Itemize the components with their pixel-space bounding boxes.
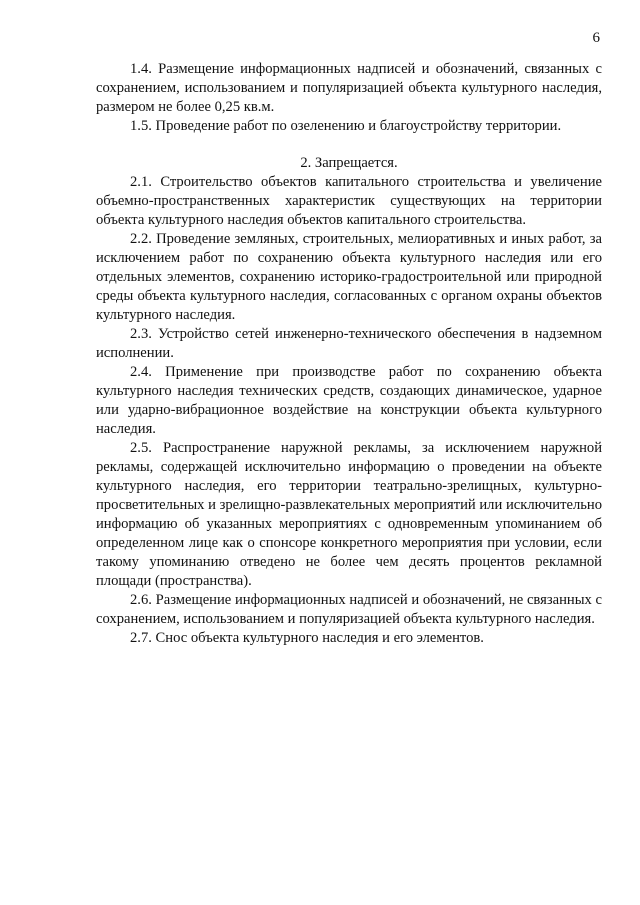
page-number: 6 [592,30,600,46]
paragraph-2-7: 2.7. Снос объекта культурного наследия и его элементов. [130,630,484,646]
paragraph-2-5: 2.5. Распространение наружной рекламы, за исключением наружной рекламы, содержащей исключительно информацию о проведении на объекте культурного наследия, его территории театрально-зрелищных, культурно-просветительных и зрелищно-развлекательных мероприятий или исключительно информацию об указанных мероприятиях с одновременным упоминанием об определенном лице как о спонсоре конкретного мероприятия при условии, если такому упоминанию отведено не более чем десять процентов рекламной площади (пространства). [96,440,602,589]
paragraph-2-4: 2.4. Применение при производстве работ по сохранению объекта культурного наследия технических средств, создающих динамическое, ударное или ударно-вибрационное воздействие на конструкции объекта культурного наследия. [96,364,602,437]
section-heading-2: 2. Запрещается. [300,155,398,171]
paragraph-2-1: 2.1. Строительство объектов капитального строительства и увеличение объемно-пространственных характеристик существующих на территории объекта культурного наследия объектов капитального строительства. [96,174,602,228]
paragraph-2-6: 2.6. Размещение информационных надписей и обозначений, не связанных с сохранением, использованием и популяризацией объекта культурного наследия. [96,592,602,627]
paragraph-1-4: 1.4. Размещение информационных надписей и обозначений, связанных с сохранением, использованием и популяризацией объекта культурного наследия, размером не более 0,25 кв.м. [96,61,602,115]
paragraph-2-3: 2.3. Устройство сетей инженерно-технического обеспечения в надземном исполнении. [96,326,602,361]
document-body [96,60,602,648]
paragraph-1-5: 1.5. Проведение работ по озеленению и благоустройству территории. [130,118,562,134]
paragraph-2-2: 2.2. Проведение земляных, строительных, мелиоративных и иных работ, за исключением работ по сохранению объекта культурного наследия или его отдельных элементов, сохранению историко-градостроительной или природной среды объекта культурного наследия, согласованных с органом охраны объектов культурного наследия. [96,231,602,323]
